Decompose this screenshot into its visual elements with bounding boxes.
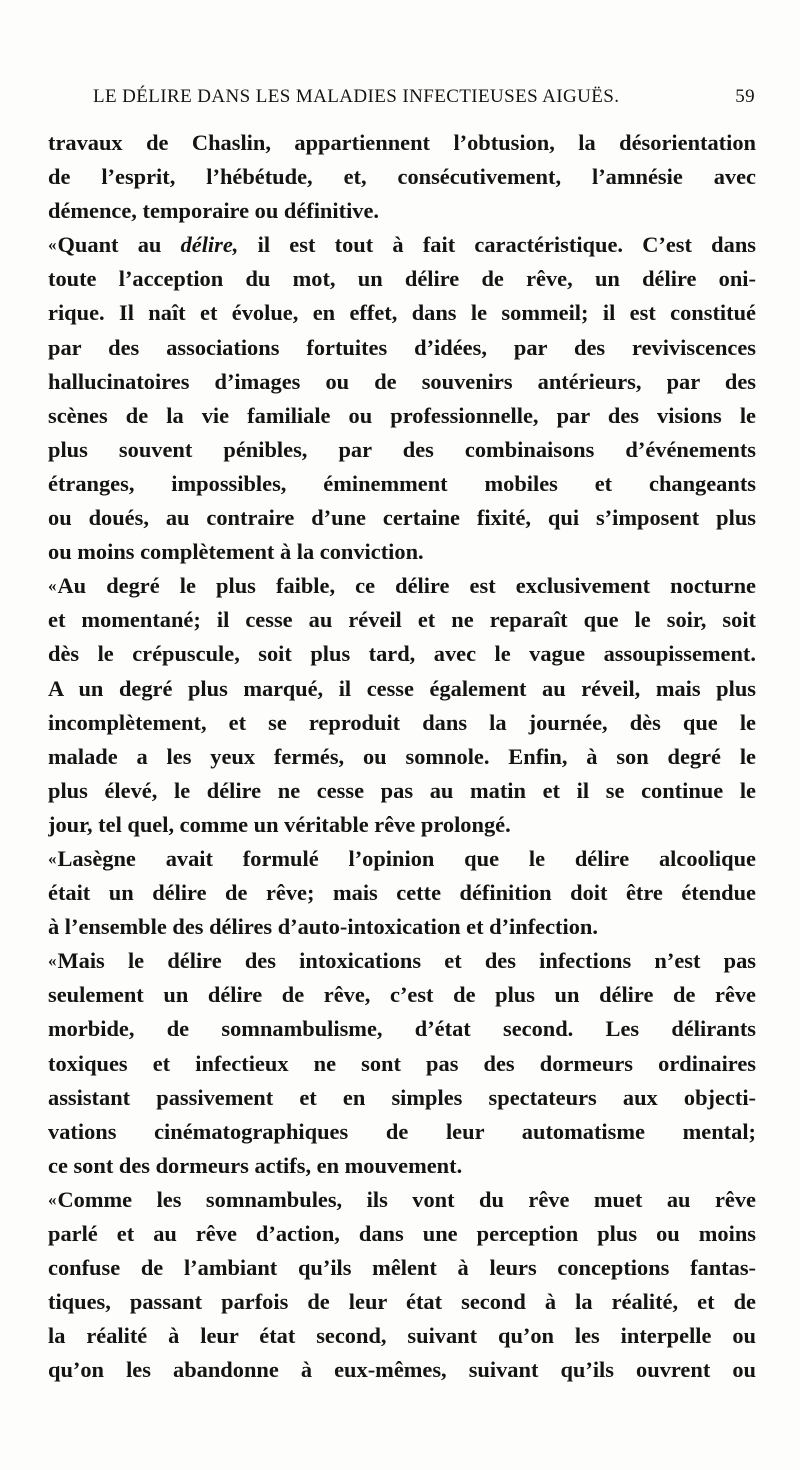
- text-line: [48, 603, 756, 637]
- text-line: [48, 774, 756, 808]
- line-text: la réalité à leur état second, suivant qu’on les interpelle ou: [48, 1323, 756, 1349]
- text-line: [48, 978, 756, 1012]
- running-title: LE DÉLIRE DANS LES MALADIES INFECTIEUSES AIGUËS.: [93, 86, 620, 107]
- text-line: [48, 1353, 756, 1387]
- line-text: rique. Il naît et évolue, en effet, dans le sommeil; il est constitué: [48, 300, 756, 326]
- line-text: par des associations fortuites d’idées, par des reviviscences: [48, 334, 756, 360]
- line-text: vations cinématographiques de leur automatisme mental;: [48, 1118, 756, 1144]
- text-line: [48, 1149, 756, 1183]
- line-text: malade a les yeux fermés, ou somnole. Enfin, à son degré le: [48, 743, 756, 769]
- line-text: toute l’acception du mot, un délire de rêve, un délire oni-: [48, 266, 756, 292]
- line-text: ou moins complètement à la conviction.: [48, 539, 424, 565]
- running-header: [93, 86, 755, 114]
- text-line: [48, 637, 756, 671]
- line-text: travaux de Chaslin, appartiennent l’obtusion, la désorientation: [48, 130, 756, 155]
- line-text-before: Quant au: [57, 232, 181, 258]
- line-text: A un degré plus marqué, il cesse également au réveil, mais plus: [48, 675, 756, 701]
- line-text: seulement un délire de rêve, c’est de plus un délire de rêve: [48, 982, 756, 1008]
- text-line: [48, 501, 756, 535]
- quote-mark: «: [48, 951, 57, 971]
- line-text: toxiques et infectieux ne sont pas des dormeurs ordinaires: [48, 1050, 756, 1076]
- text-line: [48, 399, 756, 433]
- line-text: démence, temporaire ou définitive.: [48, 198, 380, 224]
- quote-mark: «: [48, 848, 57, 868]
- text-line: [48, 842, 756, 876]
- line-text: confuse de l’ambiant qu’ils mêlent à leurs conceptions fantas-: [48, 1255, 756, 1281]
- quote-mark: «: [48, 235, 57, 255]
- line-text: de l’esprit, l’hébétude, et, consécutivement, l’amnésie avec: [48, 164, 756, 190]
- line-text: morbide, de somnambulisme, d’état second. Les délirants: [48, 1016, 756, 1042]
- line-text: assistant passivement et en simples spectateurs aux objecti-: [48, 1084, 756, 1110]
- line-text: et momentané; il cesse au réveil et ne reparaît que le soir, soit: [48, 607, 756, 633]
- text-line: [48, 706, 756, 740]
- text-line: [48, 194, 756, 228]
- line-text: parlé et au rêve d’action, dans une perception plus ou moins: [48, 1221, 756, 1246]
- line-text: tiques, passant parfois de leur état second à la réalité, et de: [48, 1289, 756, 1315]
- quote-mark: «: [48, 1189, 57, 1209]
- text-line: [48, 1319, 756, 1353]
- text-line: [48, 1115, 756, 1149]
- line-text: jour, tel quel, comme un véritable rêve prolongé.: [48, 811, 511, 837]
- line-text: plus souvent pénibles, par des combinaisons d’événements: [48, 436, 756, 462]
- text-line: [48, 365, 756, 399]
- body-text: [48, 126, 756, 1387]
- line-text: étranges, impossibles, éminemment mobiles et changeants: [48, 470, 756, 496]
- text-line: [48, 467, 756, 501]
- line-text-after: il est tout à fait caractéristique. C’est dans: [238, 232, 756, 258]
- text-line: [48, 535, 756, 569]
- text-line: [48, 1217, 756, 1251]
- text-line: [48, 1183, 756, 1217]
- line-text: scènes de la vie familiale ou professionnelle, par des visions le: [48, 402, 756, 428]
- line-text: Mais le délire des intoxications et des infections n’est pas: [57, 948, 756, 974]
- text-line: [48, 808, 756, 842]
- line-text: qu’on les abandonne à eux-mêmes, suivant qu’ils ouvrent ou: [48, 1357, 756, 1383]
- text-line: [48, 672, 756, 706]
- text-line: [48, 569, 756, 603]
- line-text: à l’ensemble des délires d’auto-intoxication et d’infection.: [48, 914, 598, 940]
- text-line: [48, 296, 756, 330]
- page-number: 59: [735, 86, 755, 107]
- text-line: [48, 876, 756, 910]
- text-line: [48, 1285, 756, 1319]
- text-line: [48, 740, 756, 774]
- text-line: [48, 228, 756, 262]
- quote-mark: «: [48, 576, 57, 596]
- text-line: [48, 1081, 756, 1115]
- line-text: ou doués, au contraire d’une certaine fixité, qui s’imposent plus: [48, 505, 756, 531]
- text-line: [48, 126, 756, 160]
- text-line: [48, 1047, 756, 1081]
- line-text: Comme les somnambules, ils vont du rêve muet au rêve: [57, 1186, 756, 1212]
- text-line: [48, 433, 756, 467]
- text-line: [48, 262, 756, 296]
- text-line: [48, 1012, 756, 1046]
- line-text: Lasègne avait formulé l’opinion que le délire alcoolique: [57, 845, 756, 871]
- line-text: était un délire de rêve; mais cette définition doit être étendue: [48, 880, 756, 906]
- line-text: hallucinatoires d’images ou de souvenirs antérieurs, par des: [48, 368, 756, 394]
- emphasized-word: délire,: [180, 232, 239, 258]
- line-text: plus élevé, le délire ne cesse pas au matin et il se continue le: [48, 777, 756, 803]
- line-text: dès le crépuscule, soit plus tard, avec le vague assoupissement.: [48, 641, 756, 667]
- line-text: ce sont des dormeurs actifs, en mouvement.: [48, 1152, 463, 1178]
- text-line: [48, 910, 756, 944]
- text-line: [48, 160, 756, 194]
- text-line: [48, 331, 756, 365]
- line-text: incomplètement, et se reproduit dans la journée, dès que le: [48, 709, 756, 735]
- line-text: Au degré le plus faible, ce délire est exclusivement nocturne: [57, 573, 756, 599]
- text-line: [48, 944, 756, 978]
- text-line: [48, 1251, 756, 1285]
